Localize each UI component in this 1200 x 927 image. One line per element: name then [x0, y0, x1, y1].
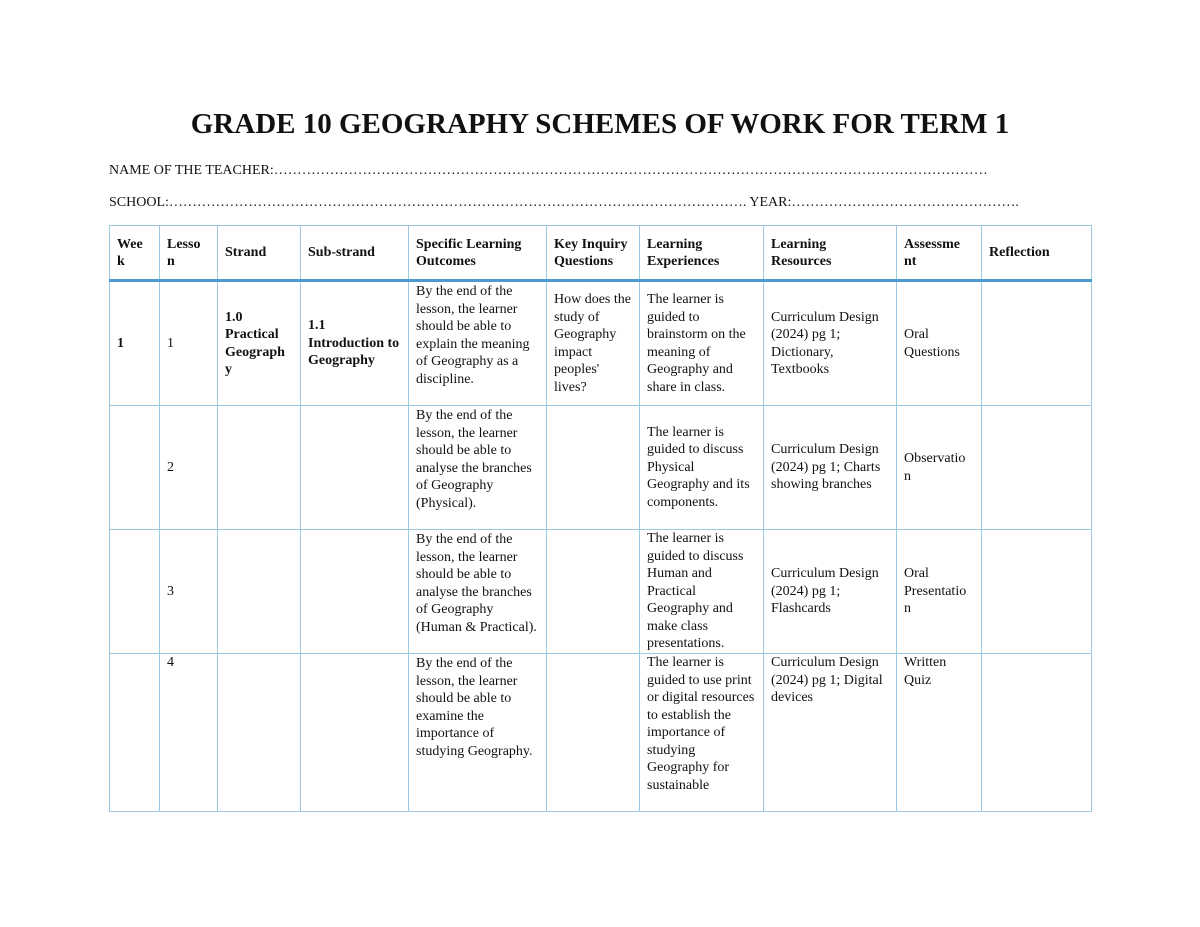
cell-outcomes: By the end of the lesson, the learner should be able to explain the meaning of Geography as a discipline. — [409, 281, 547, 406]
teacher-dots: ……………………………………………………………………………………………………………………………………… — [273, 163, 988, 178]
cell-experiences: The learner is guided to discuss Physical Geography and its components. — [640, 406, 764, 530]
cell-substrand — [301, 406, 409, 530]
table-row — [110, 654, 1092, 812]
school-dots: ……………………………………………………………………………………………………………. — [168, 195, 747, 210]
cell-inquiry: How does the study of Geography impact peoples' lives? — [547, 281, 640, 406]
cell-reflection — [982, 281, 1092, 406]
schemes-of-work-table — [109, 225, 1092, 812]
cell-experiences: The learner is guided to discuss Human and Practical Geography and make class presentations. — [640, 530, 764, 654]
cell-inquiry — [547, 654, 640, 812]
header-outcomes: Specific Learning Outcomes — [409, 226, 547, 281]
header-week: Wee k — [110, 226, 160, 281]
cell-assessment: Oral Questions — [897, 281, 982, 406]
cell-experiences — [640, 654, 764, 812]
cell-week — [110, 406, 160, 530]
teacher-label: NAME OF THE TEACHER: — [109, 163, 274, 178]
cell-lesson: 3 — [160, 530, 218, 654]
header-reflection: Reflection — [982, 226, 1092, 281]
cell-outcomes: By the end of the lesson, the learner should be able to analyse the branches of Geography (Physical). — [409, 406, 547, 530]
cell-reflection — [982, 530, 1092, 654]
cell-strand — [218, 406, 301, 530]
header-inquiry: Key Inquiry Questions — [547, 226, 640, 281]
cell-assessment: Oral Presentatio n — [897, 530, 982, 654]
cell-week — [110, 654, 160, 812]
header-resources: Learning Resources — [764, 226, 897, 281]
cell-reflection — [982, 406, 1092, 530]
table-row — [110, 530, 1092, 654]
cell-substrand — [301, 654, 409, 812]
cell-lesson: 4 — [160, 654, 218, 812]
cell-experiences-text: The learner is guided to use print or digital resources to establish the importance of studying Geography for sustainable — [647, 655, 755, 793]
cell-week — [110, 530, 160, 654]
table-row — [110, 406, 1092, 530]
table-row — [110, 281, 1092, 406]
year-label: YEAR: — [749, 195, 792, 210]
table-header-row — [110, 226, 1092, 281]
header-assessment: Assessme nt — [897, 226, 982, 281]
school-year-line — [109, 195, 1074, 211]
cell-reflection — [982, 654, 1092, 812]
cell-assessment: Written Quiz — [897, 654, 982, 812]
cell-outcomes: By the end of the lesson, the learner should be able to examine the importance of studying Geography. — [409, 654, 547, 812]
year-dots: …………………………………………. — [791, 195, 1019, 210]
cell-lesson: 1 — [160, 281, 218, 406]
header-substrand: Sub-strand — [301, 226, 409, 281]
header-lesson: Lesso n — [160, 226, 218, 281]
cell-week: 1 — [110, 281, 160, 406]
cell-strand: 1.0 Practical Geograph y — [218, 281, 301, 406]
cell-resources: Curriculum Design (2024) pg 1; Digital devices — [764, 654, 897, 812]
cell-resources: Curriculum Design (2024) pg 1; Dictionary, Textbooks — [764, 281, 897, 406]
cell-inquiry — [547, 406, 640, 530]
cell-outcomes: By the end of the lesson, the learner should be able to analyse the branches of Geography (Human & Practical). — [409, 530, 547, 654]
cell-strand — [218, 654, 301, 812]
cell-inquiry — [547, 530, 640, 654]
header-experiences: Learning Experiences — [640, 226, 764, 281]
teacher-name-line — [109, 163, 1069, 179]
cell-substrand: 1.1 Introduction to Geography — [301, 281, 409, 406]
page-title: GRADE 10 GEOGRAPHY SCHEMES OF WORK FOR TERM 1 — [190, 108, 1010, 140]
header-strand: Strand — [218, 226, 301, 281]
cell-substrand — [301, 530, 409, 654]
cell-resources: Curriculum Design (2024) pg 1; Flashcards — [764, 530, 897, 654]
cell-assessment: Observatio n — [897, 406, 982, 530]
school-label: SCHOOL: — [109, 195, 169, 210]
cell-resources: Curriculum Design (2024) pg 1; Charts showing branches — [764, 406, 897, 530]
cell-lesson: 2 — [160, 406, 218, 530]
cell-strand — [218, 530, 301, 654]
cell-experiences: The learner is guided to brainstorm on the meaning of Geography and share in class. — [640, 281, 764, 406]
